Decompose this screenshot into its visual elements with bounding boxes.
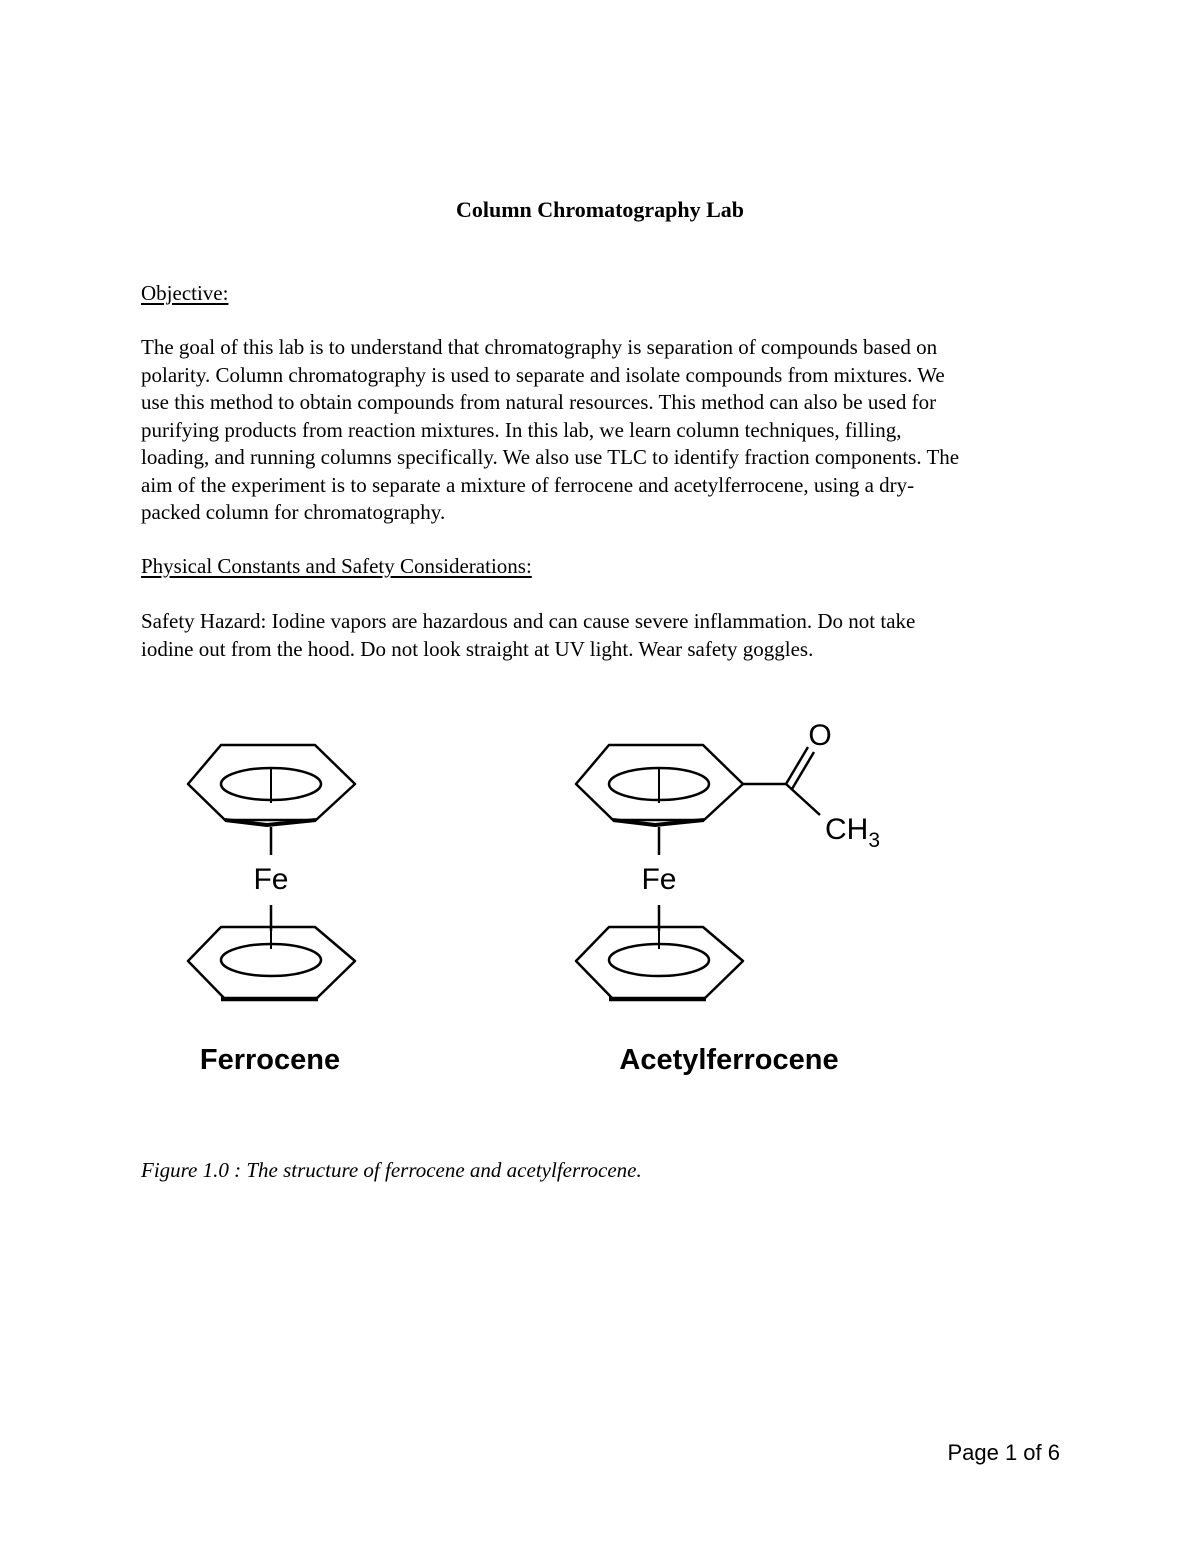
safety-heading: Physical Constants and Safety Considerations: — [141, 554, 532, 578]
objective-heading: Objective: — [141, 281, 229, 305]
objective-line: The goal of this lab is to understand that chromatography is separation of compounds based on — [141, 335, 938, 359]
objective-line: loading, and running columns specifically. We also use TLC to identify fraction components. The — [141, 445, 960, 469]
structure-diagram — [170, 715, 930, 1095]
acetylferrocene-structure — [576, 745, 820, 999]
objective-line: aim of the experiment is to separate a mixture of ferrocene and acetylferrocene, using a dry- — [141, 472, 915, 497]
objective-line: use this method to obtain compounds from natural resources. This method can also be used for — [141, 390, 937, 414]
safety-line: iodine out from the hood. Do not look straight at UV light. Wear safety goggles. — [141, 636, 814, 661]
document-title: Column Chromatography Lab — [455, 197, 745, 222]
safety-paragraph — [141, 608, 1071, 663]
methyl-label-main: CH — [825, 813, 869, 846]
oxygen-label: O — [808, 719, 832, 752]
safety-line: Safety Hazard: Iodine vapors are hazardous and can cause severe inflammation. Do not take — [141, 609, 916, 633]
acetylferrocene-name-label: Acetylferrocene — [619, 1044, 839, 1076]
ferrocene-name-label: Ferrocene — [199, 1044, 341, 1076]
ferrocene-fe-label: Fe — [253, 863, 289, 896]
figure-caption: Figure 1.0 : The structure of ferrocene and acetylferrocene. — [141, 1158, 642, 1182]
objective-line: purifying products from reaction mixtures. In this lab, we learn column techniques, filling, — [141, 417, 902, 442]
objective-line: polarity. Column chromatography is used to separate and isolate compounds from mixtures. We — [141, 362, 945, 387]
methyl-label-subscript: 3 — [868, 829, 881, 852]
page-number: Page 1 of 6 — [947, 1440, 1060, 1465]
methyl-label — [825, 813, 880, 852]
acetylferrocene-fe-label: Fe — [641, 863, 677, 896]
methyl-bond — [786, 784, 820, 815]
objective-line: packed column for chromatography. — [141, 500, 446, 524]
objective-paragraph — [141, 334, 1071, 527]
structure-figure — [170, 715, 930, 1100]
